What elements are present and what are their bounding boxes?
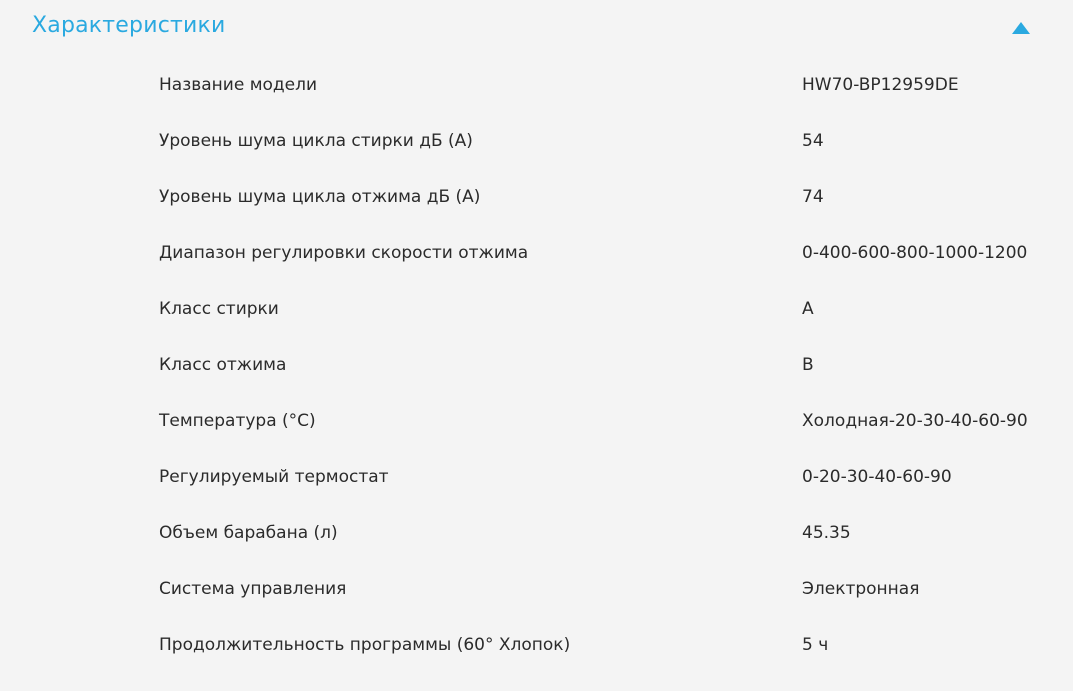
specs-section-header[interactable] [0,0,1073,52]
spec-label: Уровень шума цикла отжима дБ (А) [159,187,481,207]
spec-row [0,281,1073,337]
spec-label: Регулируемый термостат [159,467,389,487]
spec-row [0,225,1073,281]
spec-value: 54 [802,131,824,151]
spec-row [0,449,1073,505]
spec-label: Система управления [159,579,347,599]
spec-row [0,337,1073,393]
spec-label: Диапазон регулировки скорости отжима [159,243,529,263]
spec-label: Класс отжима [159,355,287,375]
spec-row [0,393,1073,449]
spec-value: 0-400-600-800-1000-1200 [802,243,1028,263]
spec-label: Температура (°C) [159,411,316,431]
spec-value: HW70-BP12959DE [802,75,959,95]
spec-row [0,561,1073,617]
spec-value: 5 ч [802,635,829,655]
spec-value: 0-20-30-40-60-90 [802,467,952,487]
spec-value: Электронная [802,579,920,599]
spec-value: А [802,299,814,319]
spec-label: Название модели [159,75,318,95]
spec-row [0,57,1073,113]
spec-value: В [802,355,814,375]
spec-label: Класс стирки [159,299,279,319]
spec-value: Холодная-20-30-40-60-90 [802,411,1028,431]
spec-row [0,505,1073,561]
spec-list [0,57,1073,673]
spec-label: Уровень шума цикла стирки дБ (А) [159,131,473,151]
spec-label: Продолжительность программы (60° Хлопок) [159,635,571,655]
spec-value: 74 [802,187,824,207]
spec-row [0,113,1073,169]
spec-label: Объем барабана (л) [159,523,338,543]
chevron-up-icon[interactable] [1012,22,1030,34]
spec-row [0,169,1073,225]
section-title: Характеристики [32,13,226,38]
spec-row [0,617,1073,673]
spec-value: 45.35 [802,523,851,543]
